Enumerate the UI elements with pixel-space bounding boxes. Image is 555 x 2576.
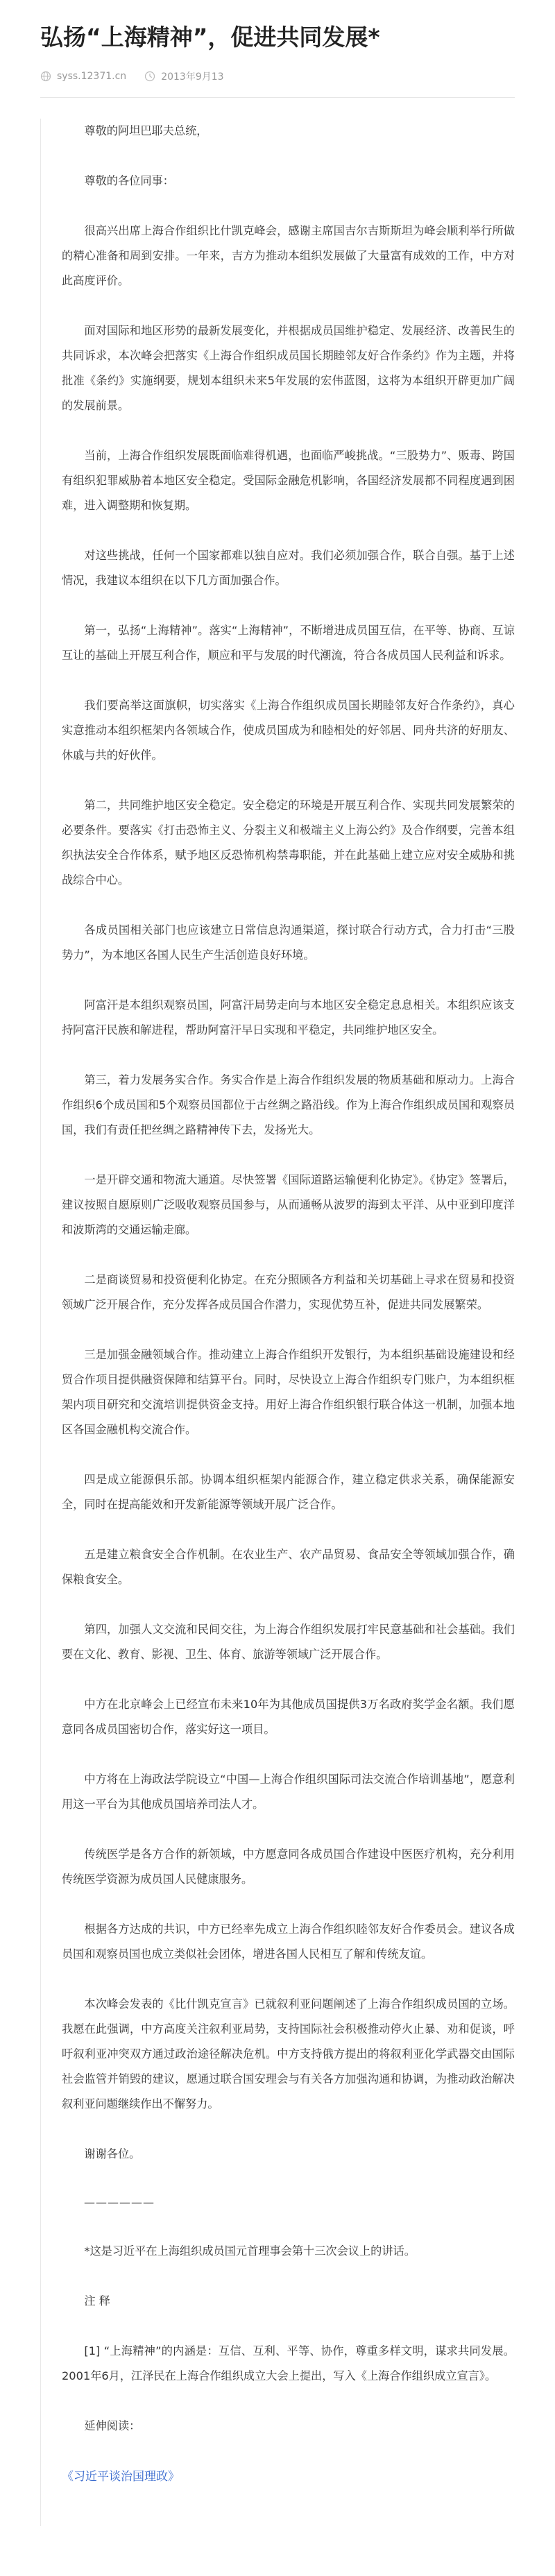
paragraph: 第四，加强人文交流和民间交往，为上海合作组织发展打牢民意基础和社会基础。我们要在文化、教育、影视、卫生、体育、旅游等领域广泛开展合作。 <box>62 1623 515 1661</box>
paragraph: 二是商谈贸易和投资便利化协定。在充分照顾各方利益和关切基础上寻求在贸易和投资领域广泛开展合作，充分发挥各成员国合作潜力，实现优势互补，促进共同发展繁荣。 <box>62 1273 515 1311</box>
paragraph: 很高兴出席上海合作组织比什凯克峰会，感谢主席国吉尔吉斯斯坦为峰会顺利举行所做的精心准备和周到安排。一年来，吉方为推动本组织发展做了大量富有成效的工作，中方对此高度评价。 <box>62 224 515 287</box>
article-meta <box>40 68 515 85</box>
source-text: syss.12371.cn <box>57 71 127 82</box>
closing-thanks: 谢谢各位。 <box>84 2147 141 2160</box>
paragraph: 一是开辟交通和物流大通道。尽快签署《国际道路运输便利化协定》。《协定》签署后，建议按照自愿原则广泛吸收观察员国参与，从而通畅从波罗的海到太平洋、从中亚到印度洋和波斯湾的交通运输走廊。 <box>62 1173 515 1236</box>
paragraph: 面对国际和地区形势的最新发展变化，并根据成员国维护稳定、发展经济、改善民生的共同诉求，本次峰会把落实《上海合作组织成员国长期睦邻友好合作条约》作为主题，并将批准《条约》实施纲要，规划本组织未来5年发展的宏伟蓝图，这将为本组织开辟更加广阔的发展前景。 <box>62 324 515 412</box>
date-meta <box>144 69 223 83</box>
clock-icon <box>144 71 155 82</box>
salutation-colleagues: 尊敬的各位同事： <box>84 174 174 187</box>
article-title: 弘扬“上海精神”，促进共同发展* <box>40 24 380 51</box>
further-reading-label: 延伸阅读： <box>84 2419 141 2432</box>
paragraph: 当前，上海合作组织发展既面临难得机遇，也面临严峻挑战。“三股势力”、贩毒、跨国有组织犯罪威胁着本地区安全稳定。受国际金融危机影响，各国经济发展都不同程度遇到困难，进入调整期和恢复期。 <box>62 449 515 512</box>
paragraph: 五是建立粮食安全合作机制。在农业生产、农产品贸易、食品安全等领域加强合作，确保粮食安全。 <box>62 1548 515 1586</box>
separator-line: —————— <box>84 2196 155 2209</box>
paragraph: 本次峰会发表的《比什凯克宣言》已就叙利亚问题阐述了上海合作组织成员国的立场。我愿在此强调，中方高度关注叙利亚局势，支持国际社会积极推动停火止暴、劝和促谈，呼吁叙利亚冲突双方通过政治途径解决危机。中方支持俄方提出的将叙利亚化学武器交由国际社会监管并销毁的建议，愿通过联合国安理会与有关各方加强沟通和协调，为推动政治解决叙利亚问题继续作出不懈努力。 <box>62 1997 515 2110</box>
paragraph: 四是成立能源俱乐部。协调本组织框架内能源合作，建立稳定供求关系，确保能源安全，同时在提高能效和开发新能源等领域开展广泛合作。 <box>62 1473 515 1511</box>
paragraph: 三是加强金融领域合作。推动建立上海合作组织开发银行，为本组织基础设施建设和经贸合作项目提供融资保障和结算平台。同时，尽快设立上海合作组织专门账户，为本组织框架内项目研究和交流培训提供资金支持。用好上海合作组织银行联合体这一机制，加强本地区各国金融机构交流合作。 <box>62 1348 515 1436</box>
paragraph: 第三，着力发展务实合作。务实合作是上海合作组织发展的物质基础和原动力。上海合作组织6个成员国和5个观察员国都位于古丝绸之路沿线。作为上海合作组织成员国和观察员国，我们有责任把丝绸之路精神传下去，发扬光大。 <box>62 1073 515 1136</box>
paragraph: 中方在北京峰会上已经宣布未来10年为其他成员国提供3万名政府奖学金名额。我们愿意同各成员国密切合作，落实好这一项目。 <box>62 1698 515 1736</box>
date-text: 2013年9月13 <box>161 71 224 83</box>
paragraph: 中方将在上海政法学院设立“中国—上海合作组织国际司法交流合作培训基地”，愿意利用这一平台为其他成员国培养司法人才。 <box>62 1773 515 1811</box>
paragraph: 第一，弘扬“上海精神”。落实“上海精神”，不断增进成员国互信，在平等、协商、互谅互让的基础上开展互利合作，顺应和平与发展的时代潮流，符合各成员国人民利益和诉求。 <box>62 624 515 662</box>
further-reading-link[interactable]: 《习近平谈治国理政》 <box>62 2470 180 2484</box>
header-divider <box>40 97 515 98</box>
paragraph: 对这些挑战，任何一个国家都难以独自应对。我们必须加强合作，联合自强。基于上述情况，我建议本组织在以下几方面加强合作。 <box>62 549 515 587</box>
note-1: [1] “上海精神”的内涵是：互信、互利、平等、协作，尊重多样文明，谋求共同发展。2001年6月，江泽民在上海合作组织成立大会上提出，写入《上海合作组织成立宣言》。 <box>62 2344 515 2382</box>
globe-icon <box>40 71 51 82</box>
salutation-president: 尊敬的阿坦巴耶夫总统， <box>84 124 208 137</box>
article-body <box>40 119 515 2526</box>
paragraph: 传统医学是各方合作的新领域，中方愿意同各成员国合作建设中医医疗机构，充分利用传统医学资源为成员国人民健康服务。 <box>62 1848 515 1886</box>
paragraph: 我们要高举这面旗帜，切实落实《上海合作组织成员国长期睦邻友好合作条约》，真心实意推动本组织框架内各领域合作，使成员国成为和睦相处的好邻居、同舟共济的好朋友、休戚与共的好伙伴。 <box>62 699 515 762</box>
source-meta[interactable] <box>40 71 126 82</box>
paragraph: 第二，共同维护地区安全稳定。安全稳定的环境是开展互利合作、实现共同发展繁荣的必要条件。要落实《打击恐怖主义、分裂主义和极端主义上海公约》及合作纲要，完善本组织执法安全合作体系，赋予地区反恐怖机构禁毒职能，并在此基础上建立应对安全威胁和挑战综合中心。 <box>62 799 515 887</box>
paragraph: 根据各方达成的共识，中方已经率先成立上海合作组织睦邻友好合作委员会。建议各成员国和观察员国也成立类似社会团体，增进各国人民相互了解和传统友谊。 <box>62 1922 515 1961</box>
notes-heading: 注 释 <box>84 2294 110 2308</box>
article-header <box>0 0 555 85</box>
paragraph: 阿富汗是本组织观察员国，阿富汗局势走向与本地区安全稳定息息相关。本组织应该支持阿富汗民族和解进程，帮助阿富汗早日实现和平稳定，共同维护地区安全。 <box>62 998 515 1037</box>
footnote: *这是习近平在上海组织成员国元首理事会第十三次会议上的讲话。 <box>84 2244 416 2258</box>
paragraph: 各成员国相关部门也应该建立日常信息沟通渠道，探讨联合行动方式，合力打击“三股势力”，为本地区各国人民生产生活创造良好环境。 <box>62 923 515 962</box>
